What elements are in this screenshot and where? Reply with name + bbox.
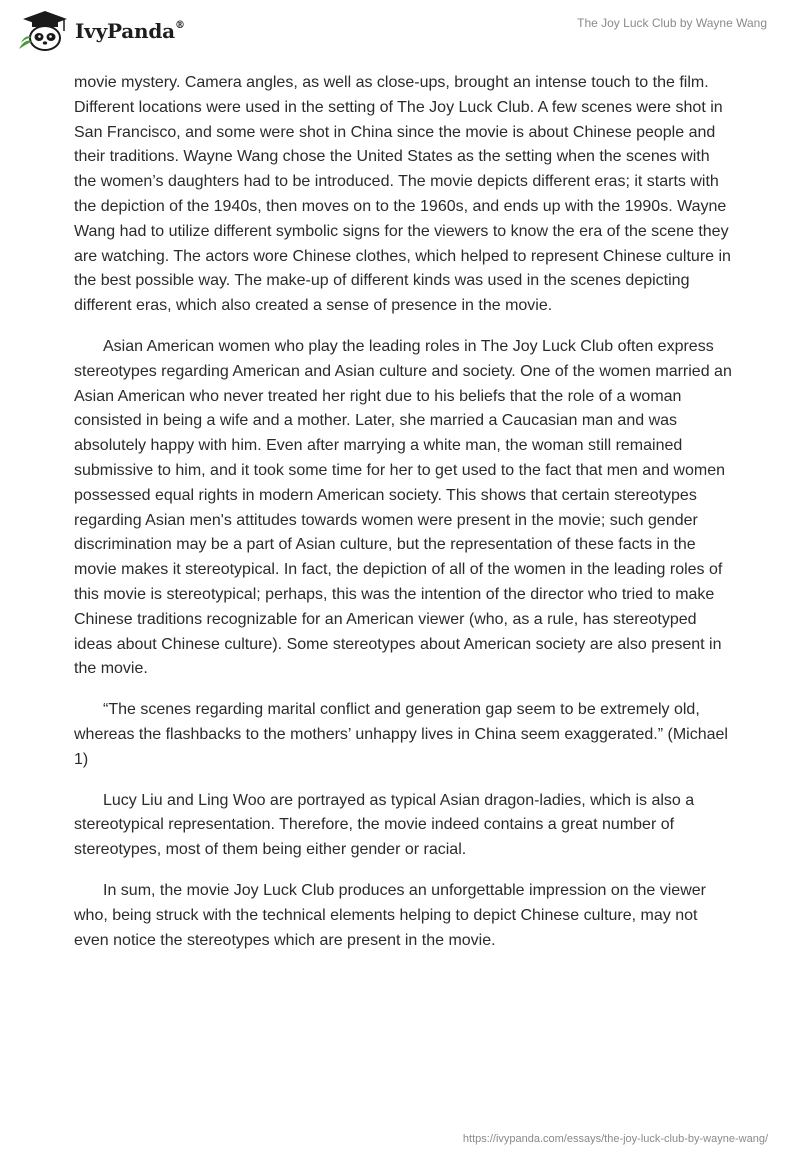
page-header	[0, 0, 800, 70]
paragraph: Asian American women who play the leading roles in The Joy Luck Club often express stereotypes regarding American and Asian culture and society. One of the women married an Asian American who never treated her right due to his beliefs that the role of a woman consisted in being a wife and a mother. Later, she married a Caucasian man and was absolutely happy with him. Even after marrying a white man, the woman still remained submissive to him, and it took some time for her to get used to the fact that men and women possessed equal rights in modern American society. This shows that certain stereotypes regarding Asian men's attitudes towards women were present in the movie; such gender discrimination may be a part of Asian culture, but the representation of these facts in the movie makes it stereotypical. In fact, the depiction of all of the women in the leading roles of this movie is stereotypical; perhaps, this was the intention of the director who tried to make Chinese traditions recognizable for an American viewer (who, as a rule, has stereotyped ideas about Chinese culture). Some stereotypes about American society are also present in the movie.	[74, 337, 732, 678]
source-url[interactable]: https://ivypanda.com/essays/the-joy-luck-club-by-wayne-wang/	[462, 1133, 768, 1145]
ivypanda-logo[interactable]	[15, 9, 185, 53]
paragraph: movie mystery. Camera angles, as well as close-ups, brought an intense touch to the film. Different locations were used in the setting of The Joy Luck Club. A few scenes were shot in San Francisco, and some were shot in China since the movie is about Chinese people and their traditions. Wayne Wang chose the United States as the setting when the scenes with the women’s daughters had to be introduced. The movie depicts different eras; it starts with the depiction of the 1940s, then moves on to the 1960s, and ends up with the 1990s. Wayne Wang had to utilize different symbolic signs for the viewers to know the era of the scene they are watching. The actors wore Chinese clothes, which helped to represent Chinese culture in the best possible way. The make-up of different kinds was used in the scenes depicting different eras, which also created a sense of presence in the movie.	[74, 74, 731, 315]
essay-body	[74, 71, 734, 969]
quote-paragraph: “The scenes regarding marital conflict and generation gap seem to be extremely old, whereas the flashbacks to the mothers’ unhappy lives in China seem exaggerated.” (Michael 1)	[74, 701, 728, 768]
logo-text: IvyPanda®	[75, 19, 185, 43]
paragraph: Lucy Liu and Ling Woo are portrayed as typical Asian dragon-ladies, which is also a stereotypical representation. Therefore, the movie indeed contains a great number of stereotypes, most of them being either gender or racial.	[74, 791, 695, 859]
document-title: The Joy Luck Club by Wayne Wang	[577, 16, 767, 30]
paragraph: In sum, the movie Joy Luck Club produces an unforgettable impression on the viewer who, being struck with the technical elements helping to depict Chinese culture, may not even notice the stereotypes which are present in the movie.	[74, 881, 706, 949]
panda-graduation-cap-icon	[15, 9, 71, 53]
